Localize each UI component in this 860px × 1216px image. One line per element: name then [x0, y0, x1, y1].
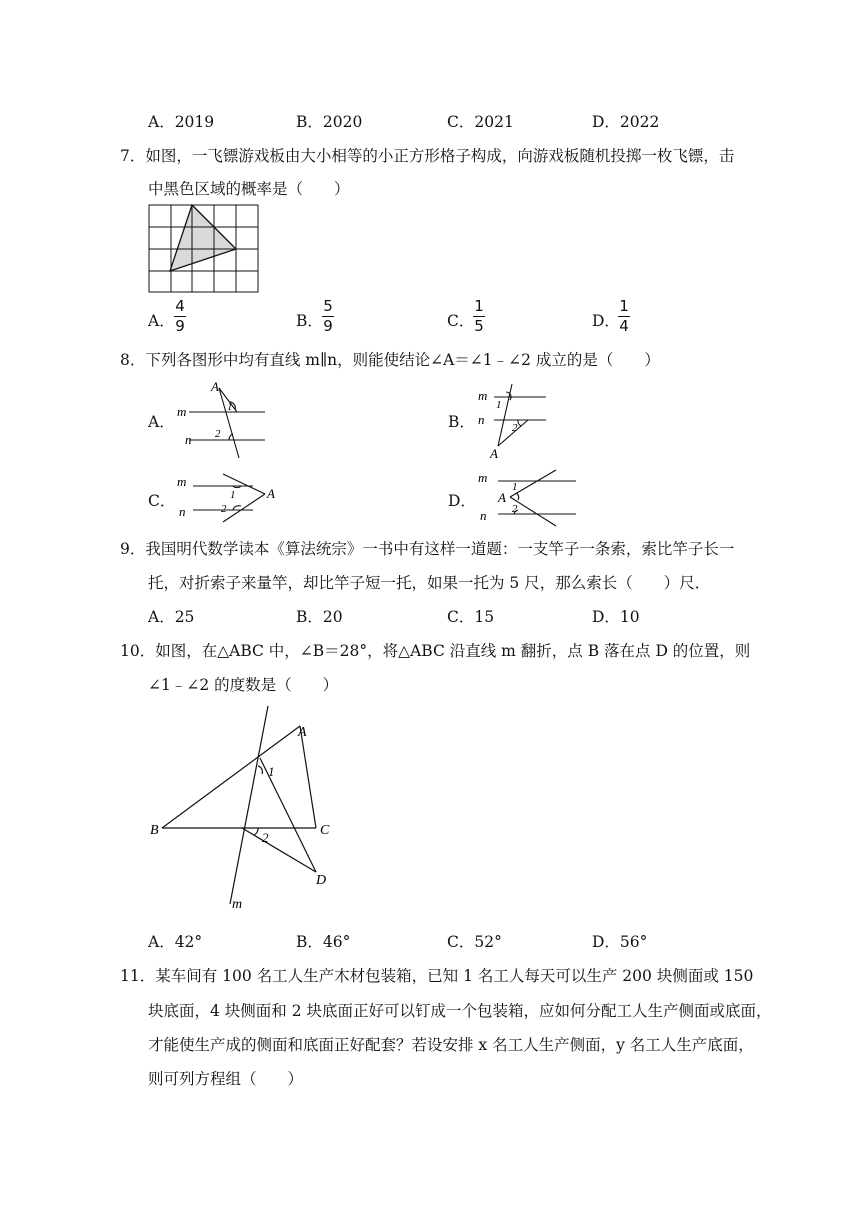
q8a-label-1: 1 [227, 401, 233, 413]
q8-figure-a [175, 380, 275, 462]
q7-option-a-letter: A． [148, 312, 175, 330]
q10-label-1: 1 [268, 764, 275, 779]
q7-d-numerator: 1 [619, 297, 629, 315]
q7-a-denominator: 9 [175, 317, 185, 335]
q7-a-numerator: 4 [175, 297, 185, 315]
q6-option-b: B．2020 [296, 113, 363, 131]
q10-label-d: D [316, 873, 327, 888]
q8-option-b-letter: B． [448, 413, 475, 431]
q8-option-a-letter: A． [148, 413, 175, 431]
q8-figure-b [476, 380, 576, 462]
q8b-label-n: n [478, 412, 485, 427]
q8-figure-c [175, 466, 285, 528]
q8b-label-2: 2 [512, 422, 518, 434]
q7-c-denominator: 5 [474, 317, 484, 335]
q7-option-d-letter: D． [592, 312, 620, 330]
q8d-label-1: 1 [512, 481, 518, 493]
q7-shaded-triangle [170, 205, 236, 271]
q8-option-c-letter: C． [148, 492, 176, 510]
q10-label-a: A [298, 725, 307, 740]
q7-b-numerator: 5 [323, 297, 333, 315]
q8-figure-d [476, 466, 586, 528]
q8c-label-n: n [179, 504, 186, 519]
q7-option-b-letter: B． [296, 312, 323, 330]
q9-option-a: A．25 [148, 608, 195, 626]
q8d-label-2: 2 [512, 503, 518, 515]
q8a-label-n: n [185, 432, 192, 447]
q11-stem-line2: 块底面，4 块侧面和 2 块底面正好可以钉成一个包装箱，应如何分配工人生产侧面或底面， [148, 1002, 772, 1020]
q7-c-numerator: 1 [474, 297, 484, 315]
q8-stem: 8．下列各图形中均有直线 m∥n，则能使结论∠A＝∠1﹣∠2 成立的是（ ） [120, 351, 660, 369]
q10-label-c: C [320, 823, 330, 838]
q8b-label-a: A [490, 446, 498, 461]
q9-option-d: D．10 [592, 608, 640, 626]
q8a-label-2: 2 [215, 428, 221, 440]
q10-triangle-figure [148, 702, 348, 916]
q10-stem-line1: 10．如图，在△ABC 中，∠B＝28°，将△ABC 沿直线 m 翻折，点 B 落在点 D 的位置，则 [120, 642, 751, 660]
q9-option-b: B．20 [296, 608, 343, 626]
q7-stem-line2: 中黑色区域的概率是（ ） [148, 180, 350, 198]
q10-label-2: 2 [262, 830, 269, 845]
q9-stem-line1: 9．我国明代数学读本《算法统宗》一书中有这样一道题：一支竿子一条索，索比竿子长一 [120, 540, 735, 558]
q8a-label-a: A [211, 380, 219, 394]
q8a-label-m: m [177, 404, 187, 419]
q10-label-b: B [150, 823, 159, 838]
q9-option-c: C．15 [447, 608, 495, 626]
q8c-label-1: 1 [230, 489, 236, 501]
q8c-label-2: 2 [221, 503, 227, 515]
q10-option-b: B．46° [296, 933, 351, 951]
q6-option-a: A．2019 [148, 113, 215, 131]
q7-option-a-fraction [174, 298, 186, 335]
q10-option-d: D．56° [592, 933, 648, 951]
q11-stem-line1: 11．某车间有 100 名工人生产木材包装箱，已知 1 名工人每天可以生产 200 块侧面或 150 [120, 967, 754, 985]
q10-label-m: m [232, 897, 243, 912]
q10-option-a: A．42° [148, 933, 203, 951]
q8-option-d-letter: D． [448, 492, 476, 510]
q8d-label-a: A [498, 490, 506, 505]
q7-option-b-fraction [322, 298, 334, 335]
q10-option-c: C．52° [447, 933, 502, 951]
q8c-label-m: m [177, 474, 187, 489]
q10-stem-line2: ∠1﹣∠2 的度数是（ ） [148, 676, 339, 694]
q7-stem-line1: 7．如图，一飞镖游戏板由大小相等的小正方形格子构成，向游戏板随机投掷一枚飞镖，击 [120, 147, 735, 165]
q9-stem-line2: 托，对折索子来量竿，却比竿子短一托，如果一托为 5 尺，那么索长（ ）尺． [148, 574, 711, 592]
q7-d-denominator: 4 [619, 317, 629, 335]
q7-b-denominator: 9 [323, 317, 333, 335]
q8d-label-n: n [480, 508, 487, 523]
q8b-label-1: 1 [496, 399, 502, 411]
q11-stem-line4: 则可列方程组（ ） [148, 1070, 304, 1088]
q11-stem-line3: 才能使生产成的侧面和底面正好配套？若设安排 x 名工人生产侧面，y 名工人生产底面， [148, 1036, 754, 1054]
q8b-label-m: m [478, 388, 488, 403]
q6-option-c: C．2021 [447, 113, 514, 131]
q7-dartboard-figure [148, 204, 260, 294]
q7-option-d-fraction [618, 298, 630, 335]
q7-option-c-fraction [473, 298, 485, 335]
q7-option-c-letter: C． [447, 312, 475, 330]
q6-option-d: D．2022 [592, 113, 660, 131]
q8c-label-a: A [267, 486, 275, 501]
q8d-label-m: m [478, 470, 488, 485]
